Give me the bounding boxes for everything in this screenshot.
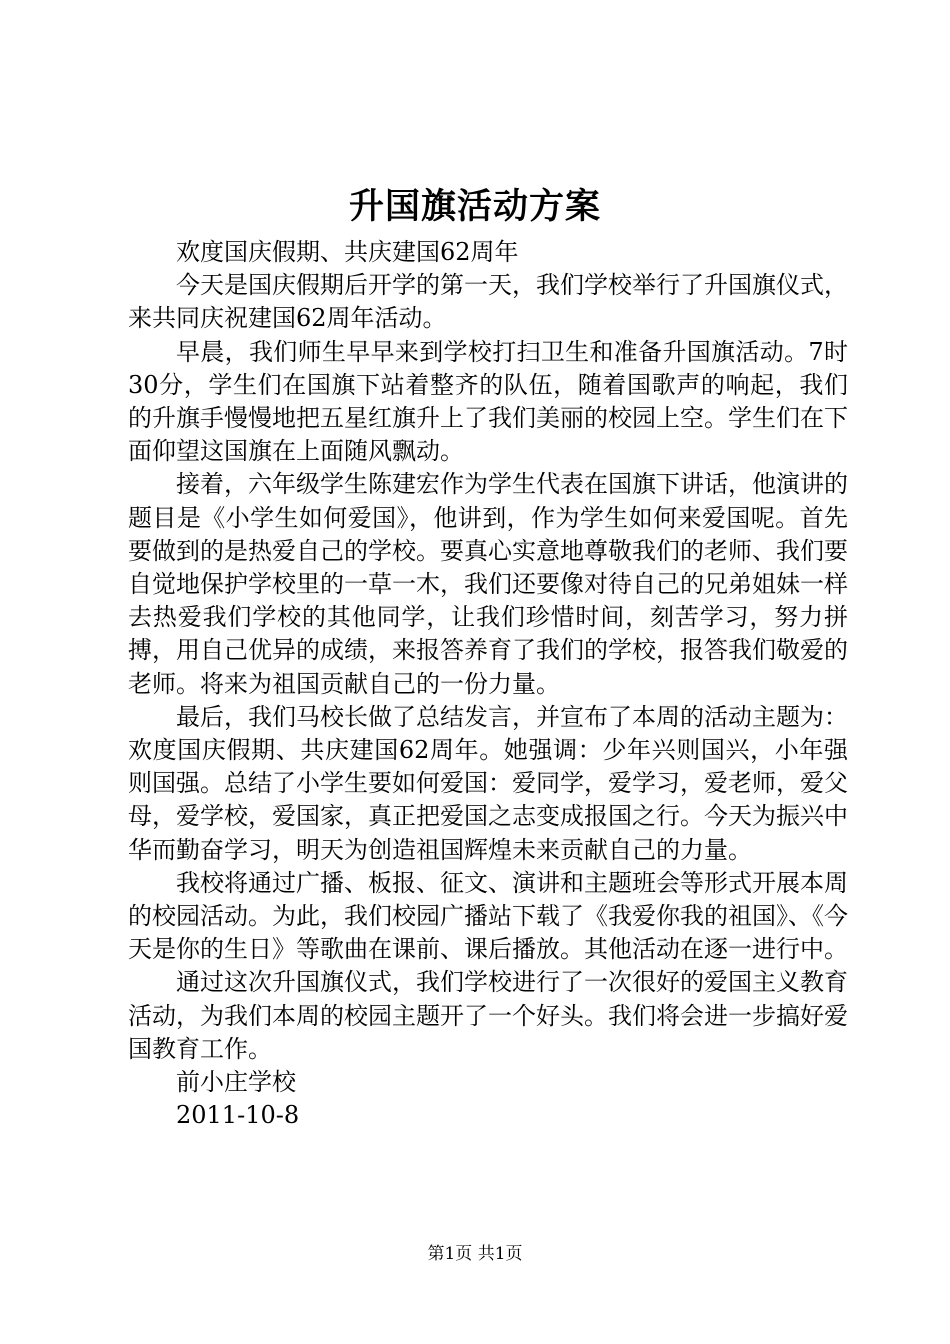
paragraph-4: 最后，我们马校长做了总结发言，并宣布了本周的活动主题为：欢度国庆假期、共庆建国62周年。她强调：少年兴则国兴，小年强则国强。总结了小学生要如何爱国：爱同学，爱学习，爱老师，爱父母，爱学校，爱国家，真正把爱国之志变成报国之行。今天为振兴中华而勤奋学习，明天为创造祖国辉煌未来贡献自己的力量。 <box>128 702 848 864</box>
paragraph-6: 通过这次升国旗仪式，我们学校进行了一次很好的爱国主义教育活动，为我们本周的校园主题开了一个好头。我们将会进一步搞好爱国教育工作。 <box>128 968 848 1063</box>
page-footer: 第1页 共1页 <box>427 1244 523 1264</box>
document-body <box>128 236 848 1132</box>
paragraph-3: 接着，六年级学生陈建宏作为学生代表在国旗下讲话，他演讲的题目是《小学生如何爱国》，他讲到，作为学生如何来爱国呢。首先要做到的是热爱自己的学校。要真心实意地尊敬我们的老师、我们要自觉地保护学校里的一草一木，我们还要像对待自己的兄弟姐妹一样去热爱我们学校的其他同学，让我们珍惜时间，刻苦学习，努力拼搏，用自己优异的成绩，来报答养育了我们的学校，报答我们敬爱的老师。将来为祖国贡献自己的一份力量。 <box>128 470 848 698</box>
document-date: 2011-10-8 <box>176 1101 300 1130</box>
paragraph-2: 早晨，我们师生早早来到学校打扫卫生和准备升国旗活动。7时30分，学生们在国旗下站着整齐的队伍，随着国歌声的响起，我们的升旗手慢慢地把五星红旗升上了我们美丽的校园上空。学生们在下面仰望这国旗在上面随风飘动。 <box>128 337 848 466</box>
signature: 前小庄学校 <box>176 1068 296 1097</box>
document-title: 升国旗活动方案 <box>348 186 601 227</box>
paragraph-5: 我校将通过广播、板报、征文、演讲和主题班会等形式开展本周的校园活动。为此，我们校园广播站下载了《我爱你我的祖国》、《今天是你的生日》等歌曲在课前、课后播放。其他活动在逐一进行中。 <box>128 868 848 964</box>
document-subtitle: 欢度国庆假期、共庆建国62周年 <box>176 238 519 266</box>
paragraph-1: 今天是国庆假期后开学的第一天，我们学校举行了升国旗仪式，来共同庆祝建国62周年活动。 <box>128 271 848 333</box>
